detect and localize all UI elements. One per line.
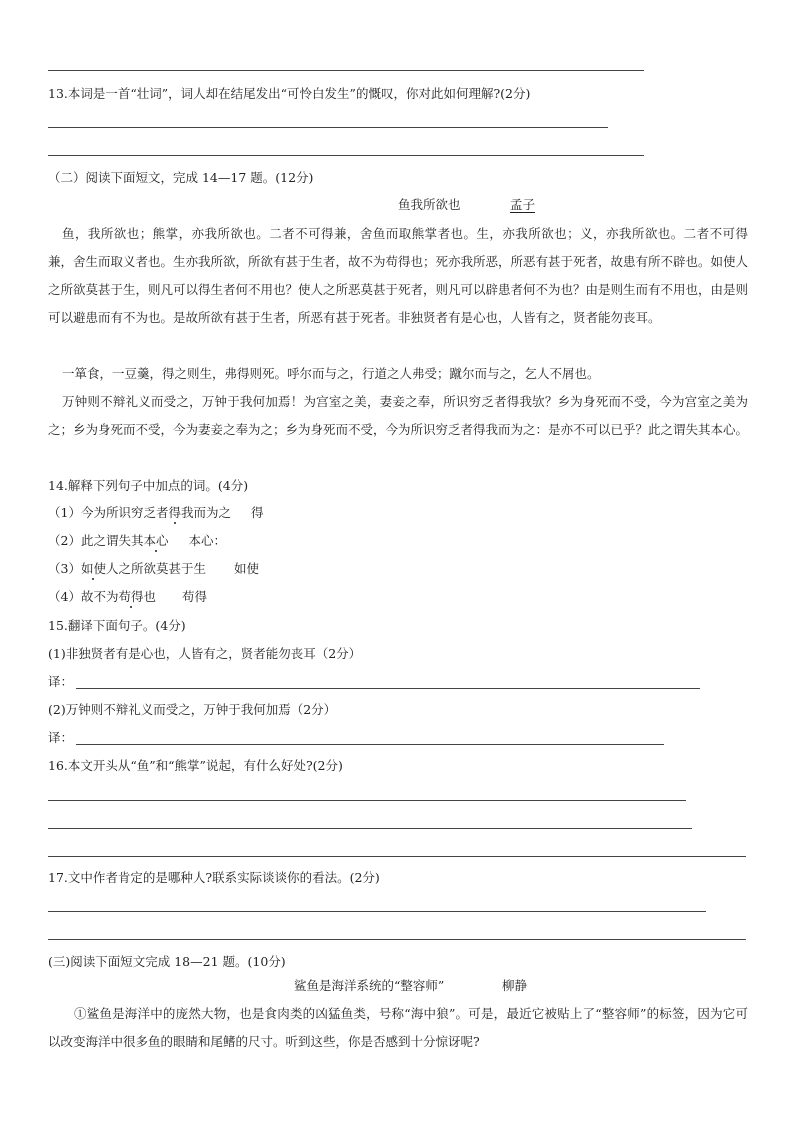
passage-paragraph: 万钟则不辩礼义而受之，万钟于我何加焉！为宫室之美，妻妾之奉，所识穷乏者得我欤？乡为身死而不受，今为宫室之美为之；乡为身死而不受，今为妻妾之奉为之；乡为身死而不受，今为所识穷乏者得我而为之：是亦不可以已乎？此之谓失其本心。 <box>48 394 749 437</box>
section-heading: (三)阅读下面短文完成 18—21 题。(10分) <box>48 954 286 969</box>
answer-line[interactable] <box>76 688 700 689</box>
sentence-text: 我而为之 <box>180 505 231 520</box>
answer-line[interactable] <box>48 828 692 829</box>
q15-heading: 15.翻译下面句子。(4分) <box>48 618 186 633</box>
translate-label: 译： <box>48 674 74 689</box>
sentence-text: 此之谓失其 <box>80 533 144 548</box>
dotted-word: 得 <box>168 505 181 520</box>
answer-line[interactable] <box>48 70 644 71</box>
section-heading: （二）阅读下面短文，完成 14—17 题。(12分) <box>48 170 314 185</box>
item-number: （2） <box>48 533 81 548</box>
q14-item <box>48 591 207 604</box>
answer-line[interactable] <box>48 800 686 801</box>
passage-title: 鲨鱼是海洋系统的“整容师” <box>294 978 445 993</box>
target-word: 得 <box>250 505 264 520</box>
passage-paragraph: 鱼，我所欲也；熊掌，亦我所欲也。二者不可得兼，舍鱼而取熊掌者也。生，亦我所欲也；义，亦我所欲也。二者不可得兼，舍生而取义者也。生亦我所欲，所欲有甚于生者，故不为苟得也；死亦我所恶，所恶有甚于死者，故患有所不辟也。如使人之所欲莫甚于生，则凡可以得生者何不用也？使人之所恶莫甚于死者，则凡可以辟患者何不为也？由是则生而有不用也，由是则可以避患而有不为也。是故所欲有甚于生者，所恶有甚于死者。非独贤者有是心也，人皆有之，贤者能勿丧耳。 <box>48 226 749 325</box>
sentence-text: 今为所识穷乏者 <box>80 505 169 520</box>
target-word: 如使 <box>233 561 259 576</box>
q14-item <box>48 563 259 576</box>
sentence-text: 故不为 <box>80 589 119 604</box>
answer-line[interactable] <box>48 939 746 940</box>
q15-sentence-2: (2)万钟则不辩礼义而受之，万钟于我何加焉（2分） <box>48 702 337 717</box>
q14-heading: 14.解释下列句子中加点的词。(4分) <box>48 478 249 493</box>
answer-line[interactable] <box>48 856 746 857</box>
dotted-word: 苟得 <box>118 589 144 604</box>
target-word: 本心： <box>188 533 226 548</box>
q13-text: 13.本词是一首“壮词”，词人却在结尾发出“可怜白发生”的慨叹，你对此如何理解?(2分) <box>48 86 531 101</box>
answer-line[interactable] <box>48 127 608 128</box>
sentence-text: 人之所欲莫甚于生 <box>105 561 206 576</box>
q16-text: 16.本文开头从“鱼”和“熊掌”说起，有什么好处?(2分) <box>48 758 343 773</box>
passage-paragraph: 一箪食，一豆羹，得之则生，弗得则死。呼尔而与之，行道之人弗受；蹴尔而与之，乞人不屑也。 <box>62 366 600 381</box>
item-number: （1） <box>48 505 81 520</box>
passage-paragraph: ①鲨鱼是海洋中的庞然大物，也是食肉类的凶猛鱼类，号称“海中狼”。可是，最近它被贴上了“整容师”的标签，因为它可以改变海洋中很多鱼的眼睛和尾鳍的尺寸。听到这些，你是否感到十分惊讶呢? <box>48 1006 748 1049</box>
q14-item <box>48 535 226 548</box>
answer-line[interactable] <box>48 911 706 912</box>
passage-author: 柳静 <box>502 978 528 993</box>
item-number: （3） <box>48 561 81 576</box>
q14-item <box>48 507 264 520</box>
dotted-word: 本心 <box>143 533 169 548</box>
dotted-word: 如使 <box>80 561 106 576</box>
target-word: 苟得 <box>181 589 207 604</box>
answer-line[interactable] <box>76 744 664 745</box>
answer-line[interactable] <box>48 155 644 156</box>
sentence-text: 也 <box>143 589 156 604</box>
translate-label: 译： <box>48 730 74 745</box>
passage-title: 鱼我所欲也 <box>398 197 461 212</box>
q15-sentence-1: (1)非独贤者有是心也，人皆有之，贤者能勿丧耳（2分） <box>48 646 362 661</box>
q17-text: 17.文中作者肯定的是哪种人?联系实际谈谈你的看法。(2分) <box>48 870 380 885</box>
item-number: （4） <box>48 589 81 604</box>
passage-author: 孟子 <box>510 197 536 212</box>
